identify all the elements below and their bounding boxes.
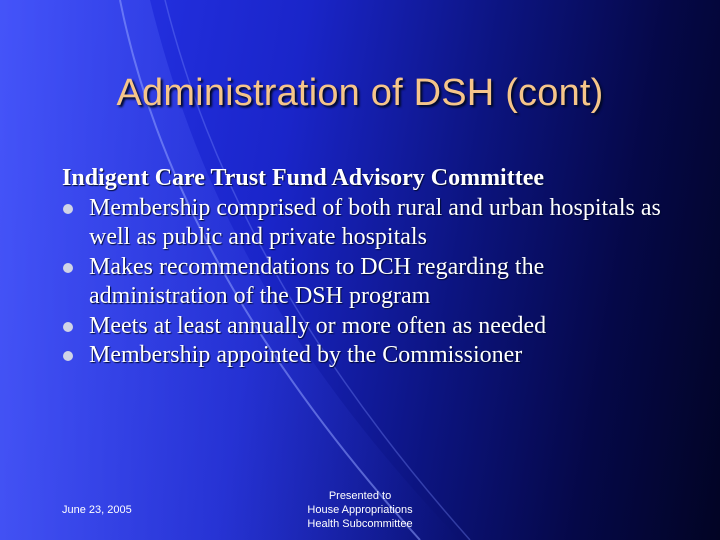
list-item-text: Membership appointed by the Commissioner <box>89 342 523 368</box>
bullet-dot-icon <box>63 322 73 332</box>
list-item-text: Membership comprised of both rural and urban hospitals as well as public and private hospitals <box>89 194 661 250</box>
footer-line: House Appropriations <box>307 504 413 516</box>
footer-line: Presented to <box>328 490 392 502</box>
list-item <box>62 341 682 371</box>
list-item-text: Meets at least annually or more often as needed <box>89 312 547 339</box>
slide-content <box>62 164 682 371</box>
footer-presented <box>290 489 430 531</box>
bullet-dot-icon <box>63 351 73 361</box>
list-item <box>62 253 682 312</box>
footer-line: Health Subcommittee <box>307 518 413 530</box>
bullet-list <box>62 194 682 371</box>
section-heading: Indigent Care Trust Fund Advisory Committee <box>62 165 545 191</box>
list-item <box>62 312 682 342</box>
slide-title: Administration of DSH (cont) <box>116 72 604 114</box>
list-item <box>62 194 682 253</box>
bullet-dot-icon <box>63 204 73 214</box>
list-item-text: Makes recommendations to DCH regarding the administration of the DSH program <box>89 253 545 309</box>
bullet-dot-icon <box>63 263 73 273</box>
footer-date: June 23, 2005 <box>62 504 132 516</box>
